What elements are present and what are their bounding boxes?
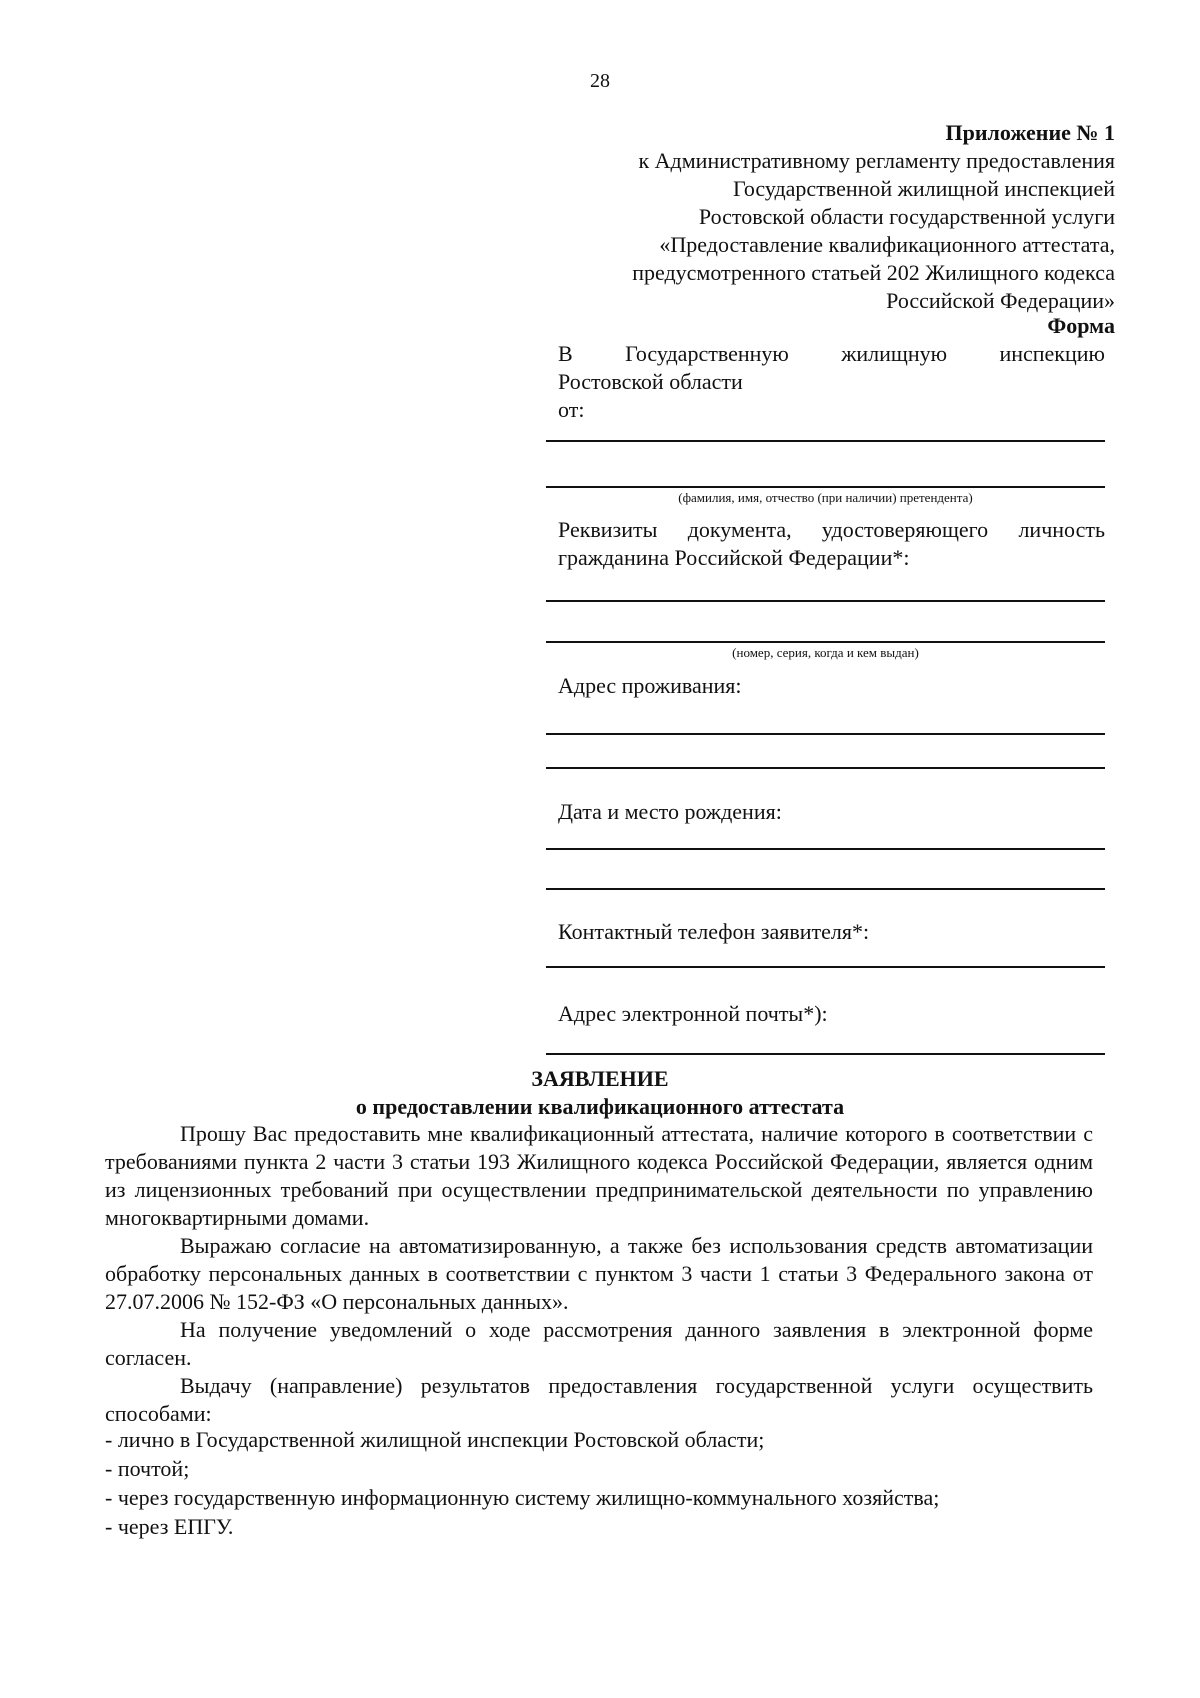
statement-subtitle: о предоставлении квалификационного аттестата [355, 1094, 845, 1119]
birth-line-1[interactable] [546, 848, 1105, 850]
recipient-word: жилищную [841, 341, 948, 366]
address-label: Адрес проживания: [558, 673, 742, 698]
statement-paragraph: Выдачу (направление) результатов предоставления государственной услуги осуществить способами: [105, 1373, 1093, 1426]
statement-paragraph: Прошу Вас предоставить мне квалификационный аттестата, наличие которого в соответствии с требованиями пункта 2 части 3 статьи 193 Жилищного кодекса Российской Федерации, является одним из лицензионных требований при осуществлении предпринимательской деятельности по управлению многоквартирными домами. [105, 1121, 1093, 1230]
statement-paragraph: Выражаю согласие на автоматизированную, а также без использования средств автоматизации обработку персональных данных в соответствии с пунктом 3 части 1 статьи 3 Федерального закона от 27.07.2006 № 152-ФЗ «О персональных данных». [105, 1233, 1093, 1314]
recipient-word: Государственную [625, 341, 789, 366]
recipient-block [558, 340, 1105, 424]
recipient-from-label: от: [558, 397, 585, 422]
delivery-methods-list [105, 1425, 1105, 1541]
birth-line-2[interactable] [546, 888, 1105, 890]
name-line-2[interactable] [546, 486, 1105, 488]
list-item: - почтой; [105, 1456, 190, 1481]
appendix-line: Российской Федерации» [886, 288, 1115, 313]
email-label: Адрес электронной почты*): [558, 1001, 828, 1026]
birth-label: Дата и место рождения: [558, 799, 782, 824]
form-label: Форма [1047, 313, 1115, 338]
list-item: - через государственную информационную систему жилищно-коммунального хозяйства; [105, 1485, 940, 1510]
email-line[interactable] [546, 1053, 1105, 1055]
appendix-line: к Административному регламенту предоставления [638, 148, 1115, 173]
id-document-line-1[interactable] [546, 600, 1105, 602]
statement-paragraph: На получение уведомлений о ходе рассмотрения данного заявления в электронной форме согласен. [105, 1317, 1093, 1370]
phone-line[interactable] [546, 966, 1105, 968]
recipient-word: инспекцию [999, 341, 1105, 366]
name-line-1[interactable] [546, 440, 1105, 442]
recipient-line-2: Ростовской области [558, 369, 743, 394]
phone-label: Контактный телефон заявителя*: [558, 919, 870, 944]
id-document-line-2[interactable] [546, 641, 1105, 643]
id-document-label: Реквизиты документа, удостоверяющего личность гражданина Российской Федерации*: [558, 517, 1105, 570]
appendix-header [555, 119, 1115, 315]
appendix-line: Ростовской области государственной услуги [698, 204, 1115, 229]
address-line-1[interactable] [546, 733, 1105, 735]
recipient-word: В [558, 341, 573, 366]
statement-body [105, 1120, 1093, 1428]
statement-title: ЗАЯВЛЕНИЕ [531, 1066, 669, 1091]
id-document-caption: (номер, серия, когда и кем выдан) [732, 645, 919, 660]
list-item: - через ЕПГУ. [105, 1514, 234, 1539]
address-line-2[interactable] [546, 767, 1105, 769]
appendix-line: «Предоставление квалификационного аттестата, [659, 232, 1115, 257]
recipient-line-1 [558, 340, 1105, 368]
page-number: 28 [590, 70, 610, 92]
appendix-line: Государственной жилищной инспекцией [733, 176, 1115, 201]
appendix-title: Приложение № 1 [945, 120, 1115, 145]
appendix-line: предусмотренного статьей 202 Жилищного кодекса [632, 260, 1115, 285]
list-item: - лично в Государственной жилищной инспекции Ростовской области; [105, 1427, 765, 1452]
name-caption: (фамилия, имя, отчество (при наличии) претендента) [678, 490, 973, 505]
